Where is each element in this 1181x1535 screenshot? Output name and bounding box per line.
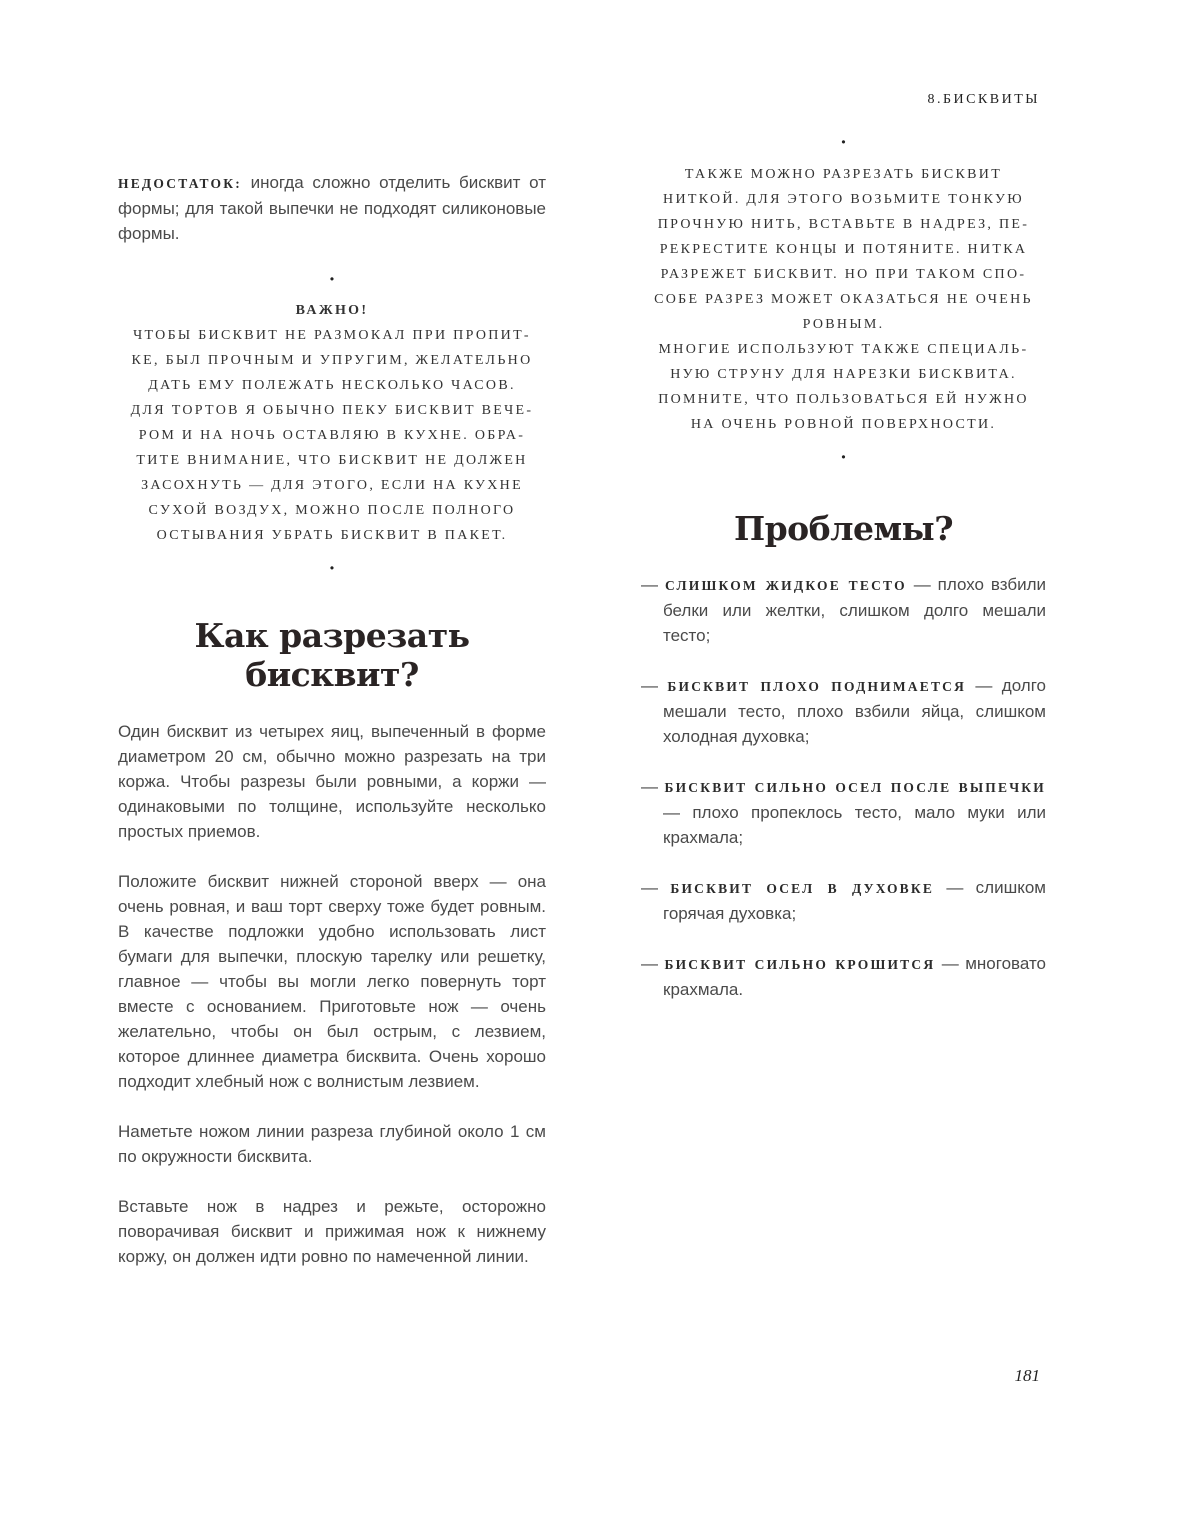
problem-text: — плохо взбили белки или желтки, слишком долго мешали тесто; — [663, 575, 1046, 645]
ornament-dot: • — [841, 135, 846, 149]
problem-label: БИСКВИТ СИЛЬНО КРОШИТСЯ — [664, 957, 936, 972]
important-line: ЗАСОХНУТЬ — ДЛЯ ЭТОГО, ЕСЛИ НА КУХНЕ — [141, 478, 523, 493]
important-note — [118, 298, 546, 548]
note-line: РОВНЫМ. — [802, 317, 885, 332]
problem-item — [641, 774, 1046, 850]
note-line: РАЗРЕЖЕТ БИСКВИТ. НО ПРИ ТАКОМ СПО- — [660, 267, 1027, 282]
dash: — — [641, 954, 658, 973]
problem-item — [641, 572, 1046, 648]
important-line: ДАТЬ ЕМУ ПОЛЕЖАТЬ НЕСКОЛЬКО ЧАСОВ. — [148, 378, 516, 393]
problem-label: БИСКВИТ ОСЕЛ В ДУХОВКЕ — [670, 881, 935, 896]
important-line: ТИТЕ ВНИМАНИЕ, ЧТО БИСКВИТ НЕ ДОЛЖЕН — [136, 453, 528, 468]
important-line: ЧТОБЫ БИСКВИТ НЕ РАЗМОКАЛ ПРИ ПРОПИТ- — [133, 328, 531, 343]
important-line: ОСТЫВАНИЯ УБРАТЬ БИСКВИТ В ПАКЕТ. — [156, 528, 508, 543]
ornament-dot: • — [841, 450, 846, 464]
problem-label: СЛИШКОМ ЖИДКОЕ ТЕСТО — [664, 578, 907, 593]
dash: — — [641, 676, 658, 695]
dash: — — [641, 878, 658, 897]
problem-text: — многовато крахмала. — [663, 954, 1046, 999]
problem-item — [641, 951, 1046, 1002]
problem-text: — слишком горячая духовка; — [663, 878, 1046, 923]
right-column — [641, 130, 1046, 1027]
important-line: РОМ И НА НОЧЬ ОСТАВЛЯЮ В КУХНЕ. ОБРА- — [138, 428, 526, 443]
page-number: 181 — [1014, 1366, 1040, 1385]
ornament-dot: • — [329, 561, 335, 575]
note-line: МНОГИЕ ИСПОЛЬЗУЮТ ТАКЖЕ СПЕЦИАЛЬ- — [658, 342, 1029, 357]
left-column — [118, 170, 546, 1294]
body-paragraph: Положите бисквит нижней стороной вверх — она очень ровная, и ваш торт сверху тоже будет ровным. В качестве подложки удобно использовать лист бумаги для выпечки, плоскую тарелку или решетку, главное — чтобы вы могли легко повернуть торт вместе с основанием. Приготовьте нож — очень желательно, чтобы он был острым, с лезвием, которое длиннее диаметра бисквита. Очень хорошо подходит хлебный нож с волнистым лезвием. — [118, 872, 546, 1091]
note-line: ТАКЖЕ МОЖНО РАЗРЕЗАТЬ БИСКВИТ — [684, 167, 1003, 182]
ornament-dot: • — [329, 272, 335, 286]
problem-item — [641, 875, 1046, 926]
note-line: РЕКРЕСТИТЕ КОНЦЫ И ПОТЯНИТЕ. НИТКА — [659, 242, 1028, 257]
dash: — — [641, 777, 658, 796]
important-line: СУХОЙ ВОЗДУХ, МОЖНО ПОСЛЕ ПОЛНОГО — [148, 503, 516, 518]
note-line: НА ОЧЕНЬ РОВНОЙ ПОВЕРХНОСТИ. — [690, 417, 997, 432]
body-paragraph: Вставьте нож в надрез и режьте, осторожно поворачивая бисквит и прижимая нож к нижнему коржу, он должен идти ровно по намеченной линии. — [118, 1197, 546, 1266]
note-line: НУЮ СТРУНУ ДЛЯ НАРЕЗКИ БИСКВИТА. — [670, 367, 1017, 382]
running-header: 8.БИСКВИТЫ — [927, 92, 1040, 107]
drawback-paragraph — [118, 170, 546, 246]
important-title: ВАЖНО! — [295, 303, 369, 318]
note-line: ПРОЧНУЮ НИТЬ, ВСТАВЬТЕ В НАДРЕЗ, ПЕ- — [657, 217, 1030, 232]
body-paragraph: Наметьте ножом линии разреза глубиной около 1 см по окружности бисквита. — [118, 1122, 546, 1166]
important-line: КЕ, БЫЛ ПРОЧНЫМ И УПРУГИМ, ЖЕЛАТЕЛЬНО — [131, 353, 533, 368]
problem-item — [641, 673, 1046, 749]
important-line: ДЛЯ ТОРТОВ Я ОБЫЧНО ПЕКУ БИСКВИТ ВЕЧЕ- — [130, 403, 534, 418]
note-line: СОБЕ РАЗРЕЗ МОЖЕТ ОКАЗАТЬСЯ НЕ ОЧЕНЬ — [654, 292, 1033, 307]
note-line: НИТКОЙ. ДЛЯ ЭТОГО ВОЗЬМИТЕ ТОНКУЮ — [663, 192, 1024, 207]
dash: — — [641, 575, 658, 594]
drawback-text: иногда сложно отделить бисквит от формы; для такой выпечки не подходят силиконовые формы. — [118, 173, 546, 243]
note-line: ПОМНИТЕ, ЧТО ПОЛЬЗОВАТЬСЯ ЕЙ НУЖНО — [658, 392, 1029, 407]
section-heading-cutting: Как разрезать бисквит? — [194, 616, 470, 694]
thread-note — [641, 162, 1046, 437]
section-heading-problems: Проблемы? — [733, 509, 954, 548]
problem-text: — долго мешали тесто, плохо взбили яйца, слишком холодная духовка; — [663, 676, 1046, 746]
problem-text: — плохо пропеклось тесто, мало муки или крахмала; — [663, 803, 1046, 847]
drawback-label: НЕДОСТАТОК: — [118, 176, 242, 191]
problem-label: БИСКВИТ СИЛЬНО ОСЕЛ ПОСЛЕ ВЫПЕЧКИ — [664, 780, 1046, 795]
body-paragraph: Один бисквит из четырех яиц, выпеченный в форме диаметром 20 см, обычно можно разрезать на три коржа. Чтобы разрезы были ровными, а коржи — одинаковыми по толщине, используйте несколько простых приемов. — [118, 722, 546, 841]
problem-label: БИСКВИТ ПЛОХО ПОДНИМАЕТСЯ — [667, 679, 967, 694]
